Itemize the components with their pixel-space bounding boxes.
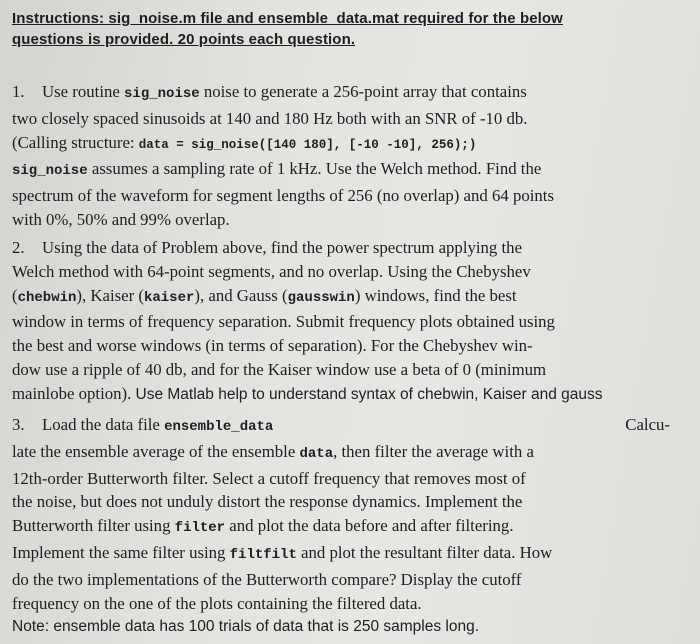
q3-code-data: data bbox=[299, 445, 334, 462]
q2-code-gausswin: gausswin bbox=[287, 289, 355, 306]
q1-code-sig-noise-2: sig_noise bbox=[12, 163, 88, 180]
instructions-header bbox=[12, 8, 692, 50]
q2-code-chebwin: chebwin bbox=[17, 289, 77, 306]
q2-line-3 bbox=[12, 284, 692, 311]
q3-text: and plot the data before and after filtering. bbox=[225, 516, 514, 536]
q3-line-3: 12th-order Butterworth filter. Select a cutoff frequency that removes most of bbox=[12, 468, 526, 488]
q1-text: Use routine bbox=[42, 82, 125, 101]
q2-line-5: the best and worse windows (in terms of separation). For the Chebyshev win- bbox=[12, 336, 533, 356]
q1-text: (Calling structure: bbox=[12, 132, 139, 152]
header-line-2: questions is provided. 20 points each question. bbox=[12, 31, 356, 48]
q1-line-6: with 0%, 50% and 99% overlap. bbox=[12, 209, 230, 229]
q3-line-7: do the two implementations of the Butterworth compare? Display the cutoff bbox=[12, 569, 522, 589]
q2-line-6: dow use a ripple of 40 db, and for the Kaiser window use a beta of 0 (minimum bbox=[12, 359, 547, 379]
q2-line-4: window in terms of frequency separation. Submit frequency plots obtained using bbox=[12, 312, 555, 332]
q3-text-calcu: Calcu- bbox=[625, 415, 670, 434]
q1-line-5: spectrum of the waveform for segment lengths of 256 (no overlap) and 64 points bbox=[12, 186, 554, 206]
header-line-1: Instructions: sig_noise.m file and ensemble_data.mat required for the below bbox=[12, 10, 563, 27]
q3-line-1 bbox=[12, 413, 692, 440]
q3-line-5 bbox=[12, 514, 692, 541]
q1-code-calling: data = sig_noise([140 180], [-10 -10], 256);) bbox=[138, 137, 477, 152]
q1-line-4 bbox=[12, 157, 692, 184]
q2-matlab-help-note: Use Matlab help to understand syntax of chebwin, Kaiser and gauss bbox=[135, 385, 603, 403]
q3-text: Implement the same filter using bbox=[12, 542, 230, 562]
q3-text: late the ensemble average of the ensemble bbox=[12, 441, 300, 461]
q2-line-2: Welch method with 64-point segments, and no overlap. Using the Chebyshev bbox=[12, 261, 531, 281]
q2-text: ( bbox=[12, 285, 18, 305]
q2-text: ), and Gauss ( bbox=[194, 285, 288, 305]
q3-line-6 bbox=[12, 541, 692, 568]
q3-text: , then filter the average with a bbox=[333, 441, 534, 461]
question-2 bbox=[12, 236, 692, 407]
q1-number: 1. bbox=[12, 82, 25, 101]
q3-line-4: the noise, but does not unduly distort the response dynamics. Implement the bbox=[12, 492, 523, 512]
q2-number: 2. bbox=[12, 238, 25, 257]
q2-line-7 bbox=[12, 382, 692, 407]
q1-code-sig-noise: sig_noise bbox=[124, 86, 200, 102]
q2-text: ) windows, find the best bbox=[354, 285, 517, 305]
q3-code-filter: filter bbox=[174, 520, 226, 537]
q1-line-2: two closely spaced sinusoids at 140 and 180 Hz both with an SNR of -10 db. bbox=[12, 108, 528, 128]
q3-text: Butterworth filter using bbox=[12, 516, 175, 536]
q1-text: assumes a sampling rate of 1 kHz. Use the Welch method. Find the bbox=[87, 159, 542, 179]
question-1 bbox=[12, 80, 692, 232]
q3-line-8: frequency on the one of the plots containing the filtered data. bbox=[12, 593, 422, 613]
q2-line-1 bbox=[12, 236, 692, 260]
q1-text: noise to generate a 256-point array that contains bbox=[199, 82, 527, 101]
q3-code-ensemble-data: ensemble_data bbox=[164, 419, 274, 435]
q2-text: Using the data of Problem above, find the power spectrum applying the bbox=[42, 238, 523, 257]
q3-number: 3. bbox=[12, 415, 25, 434]
q1-line-3 bbox=[12, 131, 692, 158]
q3-text: and plot the resultant filter data. How bbox=[296, 542, 553, 562]
q2-code-kaiser: kaiser bbox=[143, 289, 195, 306]
q3-text: Load the data file bbox=[42, 415, 165, 434]
q3-note: Note: ensemble data has 100 trials of data that is 250 samples long. bbox=[12, 618, 480, 636]
question-3 bbox=[12, 413, 692, 639]
q2-text: ), Kaiser ( bbox=[76, 285, 144, 305]
q3-line-2 bbox=[12, 440, 692, 467]
q3-code-filtfilt: filtfilt bbox=[229, 546, 297, 563]
q2-text: mainlobe option). bbox=[12, 383, 136, 403]
q1-line-1 bbox=[12, 80, 692, 107]
